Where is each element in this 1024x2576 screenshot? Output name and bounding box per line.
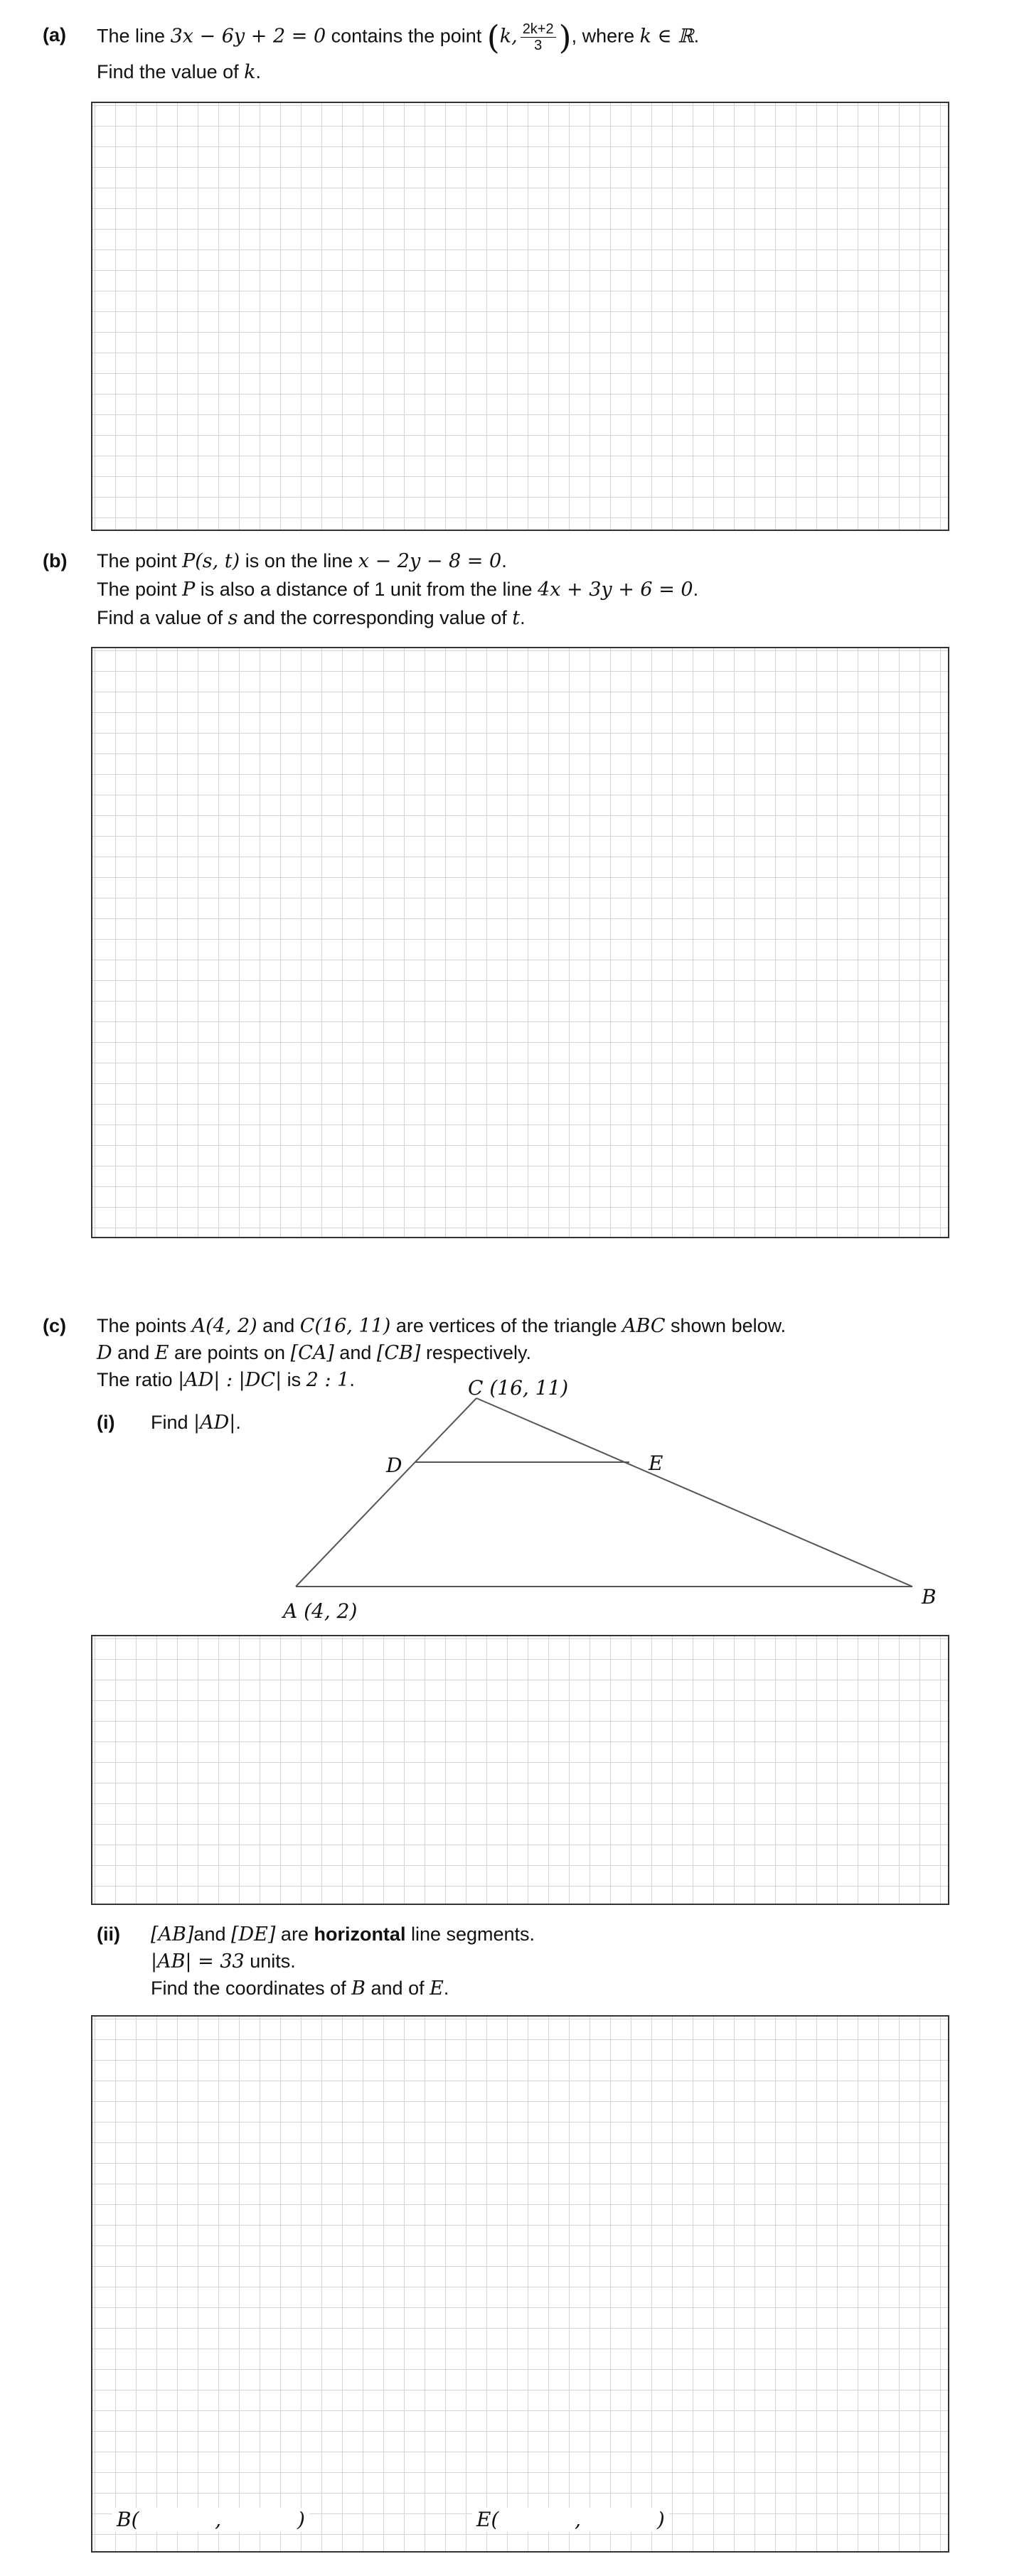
part-c-question-line3: The ratio |AD| : |DC| is 2 : 1. — [97, 1369, 355, 1391]
side-cb — [476, 1398, 912, 1587]
part-b-question-line3: Find a value of s and the corresponding value of t. — [97, 607, 526, 629]
part-c-question-line2: D and E are points on [CA] and [CB] respectively. — [97, 1342, 531, 1364]
part-b-question-line1: The point P(s, t) is on the line x − 2y − 8 = 0. — [97, 550, 507, 572]
part-c-question-line1: The points A(4, 2) and C(16, 11) are vertices of the triangle ABC shown below. — [97, 1315, 786, 1337]
label-e: E — [649, 1451, 663, 1475]
label-c: C (16, 11) — [468, 1376, 569, 1400]
part-c-i-question: Find |AD|. — [151, 1412, 241, 1434]
part-b-label: (b) — [43, 550, 68, 571]
part-c-label: (c) — [43, 1315, 66, 1336]
part-c-ii-label: (ii) — [97, 1923, 120, 1945]
part-a-question-line2: Find the value of k. — [97, 61, 262, 83]
point-x: k, — [499, 25, 518, 48]
label-b: B — [922, 1585, 937, 1609]
answer-e-coordinates[interactable]: E( , ) — [472, 2508, 669, 2532]
part-c-i-answer-grid[interactable] — [91, 1635, 949, 1905]
part-a-question-line1: The line 3x − 6y + 2 = 0 contains the point (k, $\frac{2k+2}{3}$ ), where k ∈ ℝ. — [97, 18, 700, 57]
part-a-label: (a) — [43, 24, 66, 45]
part-c-i-label: (i) — [97, 1412, 115, 1433]
label-d: D — [386, 1454, 402, 1477]
line-equation: 3x − 6y + 2 = 0 — [170, 25, 326, 48]
point-y-fraction: $\frac{2k+2}{3}$ — [521, 21, 556, 53]
part-c-ii-answer-grid[interactable] — [91, 2015, 949, 2553]
label-a: A (4, 2) — [283, 1599, 358, 1623]
part-c-ii-question-line2: |AB| = 33 units. — [151, 1950, 296, 1973]
answer-b-coordinates[interactable]: B( , ) — [112, 2508, 309, 2532]
part-b-question-line2: The point P is also a distance of 1 unit from the line 4x + 3y + 6 = 0. — [97, 579, 699, 601]
part-c-ii-question-line1: [AB]and [DE] are horizontal line segments. — [151, 1923, 535, 1946]
part-c-ii-question-line3: Find the coordinates of B and of E. — [151, 1977, 449, 2000]
side-ca — [296, 1398, 476, 1587]
